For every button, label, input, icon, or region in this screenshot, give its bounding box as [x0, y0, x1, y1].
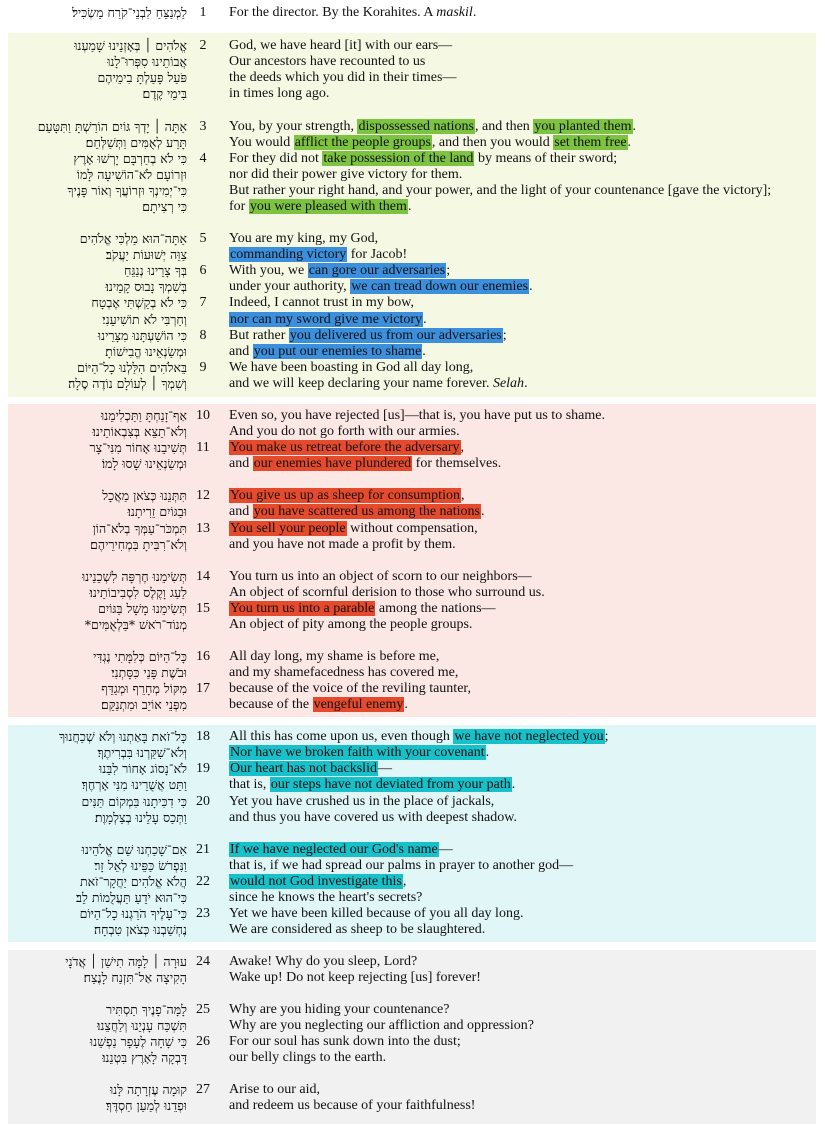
text-segment: And you do not go forth with our armies. [229, 424, 460, 439]
hebrew-text: בִּימֵי קֶדֶם׃ [142, 86, 187, 101]
verse-line [0, 70, 825, 86]
text-segment: . [404, 697, 408, 712]
highlighted-phrase: you planted them [534, 119, 632, 134]
highlighted-phrase: our steps have not deviated from your path [270, 777, 511, 792]
english-text [229, 38, 452, 54]
verse-number: 27 [196, 1082, 210, 1097]
hebrew-text: וּזְרוֹעָם לֹא־הוֹשִׁיעָה לָּמוֹ [76, 167, 187, 182]
text-segment: and [229, 344, 253, 359]
highlighted-phrase: nor can my sword give me victory [230, 312, 423, 327]
verse-line [0, 38, 825, 54]
verse-line [0, 279, 825, 295]
verse-line [0, 86, 825, 102]
verse-line [0, 167, 825, 183]
english-text [229, 151, 617, 167]
text-segment: , [460, 488, 465, 503]
hebrew-text: אֱלֹהִים ׀ בְּאָזְנֵינוּ שָׁמַעְנוּ [74, 38, 187, 53]
english-text [229, 279, 533, 295]
highlighted-phrase: dispossessed nations [358, 119, 474, 134]
text-segment: Even so, you have rejected [us]—that is, you have put us to shame. [229, 408, 605, 423]
text-segment: . [422, 344, 426, 359]
highlighted-phrase: we have not neglected you [454, 729, 604, 744]
text-segment: . [524, 376, 528, 391]
english-text [229, 199, 411, 215]
english-text [229, 617, 472, 633]
verse-line [0, 745, 825, 761]
english-text [229, 777, 515, 793]
verse-line [0, 376, 825, 392]
italic-term: maskil [436, 5, 473, 20]
verse-line [0, 617, 825, 633]
hebrew-text: וּבַגּוֹיִם זֵרִיתָנוּ׃ [127, 504, 187, 519]
hebrew-text: פֹּעַל פָּעַלְתָּ בִימֵיהֶם [97, 70, 187, 85]
verse-line [0, 537, 825, 553]
text-segment: You, by your strength, [229, 119, 358, 134]
text-segment: because of the [229, 697, 313, 712]
hebrew-text: וּמְשַׂנְאֵינוּ הֱבִישׁוֹתָ׃ [105, 344, 187, 359]
text-segment: and you have not made a profit by them. [229, 537, 456, 552]
hebrew-text: מְנוֹד־רֹאשׁ *בַּלְאֻמִּים* [84, 617, 187, 632]
verse-line [0, 601, 825, 617]
text-segment: All day long, my shame is before me, [229, 649, 440, 664]
hebrew-text: כִּי לֹא בְחַרְבָּם יָרְשׁוּ אָרֶץ [73, 151, 187, 166]
text-segment: . [511, 777, 516, 792]
hebrew-text: וַתְּכַס עָלֵינוּ בְצַלְמָוֶת׃ [94, 810, 187, 825]
english-text [229, 135, 631, 151]
highlighted-phrase: we can tread down our enemies [351, 279, 529, 294]
highlighted-phrase: You make us retreat before the adversary [230, 440, 460, 455]
hebrew-text: הָקִיצָה אַל־תִּזְנַח לָנֶצַח׃ [83, 970, 187, 985]
hebrew-text: כָּל־זֹאת בָּאַתְנוּ וְלֹא שְׁכַחֲנוּךָ [59, 729, 187, 744]
verse-number: 26 [196, 1034, 210, 1049]
verse-number: 12 [196, 488, 210, 503]
english-text [229, 1098, 475, 1114]
text-segment: For the director. By the Korahites. A [229, 5, 437, 20]
hebrew-text: וְשִׁמְךָ ׀ לְעוֹלָם נוֹדֶה סֶלָה׃ [68, 376, 187, 391]
highlighted-phrase: you put our enemies to shame [253, 344, 422, 359]
text-segment: Our ancestors have recounted to us [229, 54, 426, 69]
verse-line [0, 231, 825, 247]
english-text [229, 745, 489, 761]
text-segment: and my shamefacedness has covered me, [229, 665, 459, 680]
verse-line [0, 906, 825, 922]
english-text [229, 54, 425, 70]
italic-term: Selah [492, 376, 525, 391]
hebrew-text: כִּי־הוּא יֹדֵעַ תַּעֲלֻמוֹת לֵב׃ [76, 890, 187, 905]
hebrew-text: תִּשְׁכַּח עָנְיֵנוּ וְלַחֲצֵנוּ׃ [97, 1018, 187, 1033]
text-segment: You are my king, my God, [229, 231, 379, 246]
text-segment: , and then [474, 119, 534, 134]
verse-number: 3 [199, 119, 207, 134]
hebrew-text: כִּי־עָלֶיךָ הֹרַגְנוּ כָל־הַיּוֹם [79, 906, 187, 921]
text-segment: , [460, 440, 464, 455]
english-text [229, 1050, 386, 1066]
text-segment: Awake! Why do you sleep, Lord? [229, 954, 418, 969]
hebrew-text: עוּרָה ׀ לָמָּה תִישַׁן ׀ אֲדֹנָי [65, 954, 187, 969]
text-segment: . [481, 504, 485, 519]
hebrew-text: וְחַרְבִּי לֹא תוֹשִׁיעֵנִי׃ [102, 312, 187, 327]
verse-line [0, 119, 825, 135]
english-text [229, 376, 528, 392]
highlighted-phrase: set them free [554, 135, 627, 150]
hebrew-text: בְּשִׁמְךָ נָבוּס קָמֵינוּ׃ [105, 279, 187, 294]
english-text [229, 537, 456, 553]
verse-line [0, 54, 825, 70]
english-text [229, 842, 453, 858]
verse-line [0, 263, 825, 279]
verse-line [0, 858, 825, 874]
verse-line [0, 183, 825, 199]
verse-line [0, 135, 825, 151]
verse-number: 13 [196, 521, 210, 536]
text-segment: You turn us into an object of scorn to our neighbors— [229, 569, 532, 584]
hebrew-text: לֹא־נָסוֹג אָחוֹר לִבֵּנוּ [99, 761, 187, 776]
verse-number: 15 [196, 601, 210, 616]
english-text [229, 263, 450, 279]
highlighted-phrase: our enemies have plundered [253, 456, 412, 471]
verse-line [0, 312, 825, 328]
english-text [229, 183, 771, 199]
text-segment: We have been boasting in God all day long, [229, 360, 474, 375]
text-segment: An object of pity among the people groups. [229, 617, 473, 632]
text-segment: without compensation, [346, 521, 478, 536]
verse-line [0, 729, 825, 745]
hebrew-text: אַף־זָנַחְתָּ וַתַּכְלִימֵנוּ [100, 408, 187, 423]
verse-line [0, 970, 825, 986]
english-text [229, 810, 517, 826]
english-text [229, 344, 426, 360]
text-segment: by means of their sword; [474, 151, 618, 166]
verse-line [0, 488, 825, 504]
hebrew-text: הֲלֹא אֱלֹהִים יַחֲקָר־זֹאת [79, 874, 187, 889]
text-segment: ; [446, 263, 451, 278]
verse-line [0, 954, 825, 970]
highlighted-phrase: you were pleased with them [249, 199, 407, 214]
english-text [229, 890, 422, 906]
highlighted-phrase: Our heart has not backslid [230, 761, 377, 776]
text-segment: Yet you have crushed us in the place of jackals, [229, 794, 495, 809]
text-segment: among the nations— [375, 601, 496, 616]
text-segment: and redeem us because of your faithfulness! [229, 1098, 476, 1113]
verse-line [0, 424, 825, 440]
verse-line [0, 456, 825, 472]
verse-number: 8 [199, 328, 207, 343]
verse-number: 19 [196, 761, 210, 776]
text-segment: in times long ago. [229, 86, 330, 101]
hebrew-text: לַעַג וָקֶלֶס לִסְבִיבוֹתֵינוּ׃ [89, 585, 187, 600]
hebrew-text: כָּל־הַיּוֹם כְּלִמָּתִי נֶגְדִּי [93, 649, 187, 664]
verse-line [0, 842, 825, 858]
text-segment: . [627, 135, 632, 150]
text-segment: — [438, 842, 453, 857]
text-segment: — [377, 761, 392, 776]
verse-number: 21 [196, 842, 210, 857]
hebrew-text: צַוֵּה יְשׁוּעוֹת יַעֲקֹב׃ [105, 247, 187, 262]
english-text [229, 761, 392, 777]
verse-line [0, 247, 825, 263]
text-segment: We are considered as sheep to be slaughtered. [229, 922, 486, 937]
english-text [229, 456, 501, 472]
hebrew-text: אִם־שָׁכַחְנוּ שֵׁם אֱלֹהֵינוּ [81, 842, 187, 857]
verse-number: 16 [196, 649, 210, 664]
verse-line [0, 5, 825, 21]
highlighted-phrase: You turn us into a parable [230, 601, 375, 616]
verse-line [0, 761, 825, 777]
hebrew-text: וּבֹשֶׁת פָּנַי כִּסָּתְנִי׃ [111, 665, 187, 680]
hebrew-text: כִּי דִכִּיתָנוּ בִּמְקוֹם תַּנִּים [81, 794, 187, 809]
english-text [229, 440, 464, 456]
english-text [229, 1082, 320, 1098]
hebrew-text: כִּי־יְמִינְךָ וּזְרוֹעֲךָ וְאוֹר פָּנֶיךָ [67, 183, 187, 198]
verse-line [0, 649, 825, 665]
verse-number: 7 [199, 295, 207, 310]
verse-number: 20 [196, 794, 210, 809]
english-text [229, 328, 507, 344]
hebrew-text: וּפְדֵנוּ לְמַעַן חַסְדֶּךָ׃ [105, 1098, 187, 1113]
hebrew-text: מִקּוֹל מְחָרֵף וּמְגַדֵּף [101, 681, 187, 696]
english-text [229, 585, 545, 601]
verse-line [0, 295, 825, 311]
verse-number: 25 [196, 1002, 210, 1017]
english-text [229, 874, 406, 890]
hebrew-text: וּמְשַׂנְאֵינוּ שָׁסוּ לָמוֹ׃ [101, 456, 187, 471]
verse-line [0, 681, 825, 697]
text-segment: , and then you would [431, 135, 554, 150]
english-text [229, 424, 460, 440]
hebrew-text: תִּתְּנֵנוּ כְּצֹאן מַאֲכָל [102, 488, 187, 503]
text-segment: nor did their power give victory for them. [229, 167, 463, 182]
text-segment: . [423, 312, 427, 327]
english-text [229, 858, 573, 874]
verse-number: 18 [196, 729, 210, 744]
verse-number: 2 [199, 38, 207, 53]
hebrew-text: תְּשִׂימֵנוּ מָשָׁל בַּגּוֹיִם [98, 601, 187, 616]
english-text [229, 295, 414, 311]
verse-line [0, 1018, 825, 1034]
english-text [229, 247, 407, 263]
english-text [229, 86, 329, 102]
english-text [229, 231, 378, 247]
highlighted-phrase: Nor have we broken faith with your covenant [230, 745, 485, 760]
hebrew-text: כִּי רְצִיתָם׃ [142, 199, 187, 214]
hebrew-text: בְּךָ צָרֵינוּ נְנַגֵּחַ [124, 263, 187, 278]
highlighted-phrase: take possession of the land [323, 151, 474, 166]
english-text [229, 1002, 449, 1018]
verse-line [0, 151, 825, 167]
hebrew-text: כִּי הוֹשַׁעְתָּנוּ מִצָּרֵינוּ [97, 328, 187, 343]
verse-line [0, 569, 825, 585]
hebrew-text: וְלֹא־שִׁקַּרְנוּ בִּבְרִיתֶךָ׃ [97, 745, 187, 760]
verse-line [0, 665, 825, 681]
verse-line [0, 1050, 825, 1066]
text-segment: But rather your right hand, and your power, and the light of your countenance [gave the victory]; [229, 183, 772, 198]
text-segment: For our soul has sunk down into the dust; [229, 1034, 461, 1049]
hebrew-text: תְּשִׁיבֵנוּ אָחוֹר מִנִּי־צָר [89, 440, 187, 455]
text-segment: . [472, 5, 477, 20]
verse-number: 23 [196, 906, 210, 921]
verse-number: 4 [199, 151, 207, 166]
verse-number: 14 [196, 569, 210, 584]
text-segment: for themselves. [412, 456, 502, 471]
verse-number: 9 [199, 360, 207, 375]
text-segment: . [407, 199, 412, 214]
highlighted-phrase: you have scattered us among the nations [253, 504, 480, 519]
highlighted-phrase: You sell your people [230, 521, 346, 536]
english-text [229, 906, 523, 922]
verse-number: 11 [196, 440, 210, 455]
verse-line [0, 344, 825, 360]
english-text [229, 569, 532, 585]
verse-number: 5 [199, 231, 207, 246]
hebrew-text: אֲבוֹתֵינוּ סִפְּרוּ־לָנוּ [107, 54, 187, 69]
text-segment: Wake up! Do not keep rejecting [us] forever! [229, 970, 481, 985]
english-text [229, 970, 481, 986]
verse-line [0, 408, 825, 424]
verse-number: 22 [196, 874, 210, 889]
text-segment: and [229, 456, 253, 471]
verse-line [0, 1002, 825, 1018]
highlighted-phrase: can gore our adversaries [308, 263, 446, 278]
english-text [229, 697, 408, 713]
verse-line [0, 697, 825, 713]
highlighted-phrase: If we have neglected our God's name [230, 842, 438, 857]
hebrew-text: לַמְנַצֵּחַ לִבְנֵי־קֹרַח מַשְׂכִּיל׃ [72, 5, 187, 20]
verse-line [0, 810, 825, 826]
english-text [229, 1018, 534, 1034]
verse-line [0, 199, 825, 215]
hebrew-text: אַתָּה־הוּא מַלְכִּי אֱלֹהִים [79, 231, 187, 246]
highlighted-phrase: You give us up as sheep for consumption [230, 488, 460, 503]
hebrew-text: לָמָּה־פָנֶיךָ תַסְתִּיר [105, 1002, 187, 1017]
text-segment: , [402, 874, 407, 889]
verse-line [0, 890, 825, 906]
verse-line [0, 328, 825, 344]
english-text [229, 5, 476, 21]
hebrew-text: כִּי לֹא בְקַשְׁתִּי אֶבְטָח [91, 295, 187, 310]
verse-line [0, 1098, 825, 1114]
verse-line [0, 504, 825, 520]
text-segment: . [632, 119, 637, 134]
text-segment: For they did not [229, 151, 323, 166]
text-segment: You would [229, 135, 294, 150]
text-segment: Why are you hiding your countenance? [229, 1002, 450, 1017]
text-segment: ; [502, 328, 507, 343]
english-text [229, 729, 609, 745]
highlighted-phrase: would not God investigate this [230, 874, 402, 889]
text-segment: our belly clings to the earth. [229, 1050, 387, 1065]
verse-line [0, 922, 825, 938]
text-segment: for Jacob! [347, 247, 408, 262]
text-segment: for [229, 199, 249, 214]
hebrew-text: וַתֵּט אֲשֻׁרֵינוּ מִנִּי אָרְחֶךָ׃ [81, 777, 187, 792]
english-text [229, 504, 485, 520]
english-text [229, 167, 462, 183]
english-text [229, 922, 485, 938]
english-text [229, 681, 471, 697]
verse-line [0, 794, 825, 810]
text-segment: and we will keep declaring your name forever. [229, 376, 493, 391]
verse-line [0, 874, 825, 890]
hebrew-text: תָּרַע לְאֻמִּים וַתְּשַׁלְּחֵם׃ [85, 135, 187, 150]
hebrew-text: כִּי שָׁחָה לֶעָפָר נַפְשֵׁנוּ [89, 1034, 187, 1049]
text-segment: and thus you have covered us with deepest shadow. [229, 810, 517, 825]
hebrew-text: נֶחְשַׁבְנוּ כְּצֹאן טִבְחָה׃ [93, 922, 187, 937]
highlighted-phrase: vengeful enemy [313, 697, 404, 712]
english-text [229, 521, 478, 537]
verse-line [0, 521, 825, 537]
text-segment: since he knows the heart's secrets? [229, 890, 423, 905]
verse-number: 1 [199, 5, 207, 20]
highlighted-phrase: you delivered us from our adversaries [289, 328, 502, 343]
text-segment: . [485, 745, 490, 760]
text-segment: . [529, 279, 533, 294]
text-segment: that is, [229, 777, 270, 792]
verse-line [0, 360, 825, 376]
text-segment: ; [604, 729, 609, 744]
hebrew-text: תְּשִׂימֵנוּ חֶרְפָּה לִשְׁכֵנֵינוּ [81, 569, 187, 584]
text-segment: that is, if we had spread our palms in prayer to another god— [229, 858, 574, 873]
text-segment: With you, we [229, 263, 308, 278]
english-text [229, 360, 473, 376]
hebrew-text: תִּמְכֹּר־עַמְּךָ בְלֹא־הוֹן [92, 521, 187, 536]
text-segment: under your authority, [229, 279, 351, 294]
english-text [229, 408, 605, 424]
verse-line [0, 440, 825, 456]
verse-line [0, 1082, 825, 1098]
english-text [229, 70, 456, 86]
text-segment: Arise to our aid, [229, 1082, 320, 1097]
hebrew-text: קוּמָה עֶזְרָתָה לָּנוּ [109, 1082, 187, 1097]
english-text [229, 1034, 461, 1050]
highlighted-phrase: commanding victory [230, 247, 347, 262]
hebrew-text: מִפְּנֵי אוֹיֵב וּמִתְנַקֵּם׃ [100, 697, 187, 712]
text-segment: An object of scornful derision to those who surround us. [229, 585, 545, 600]
verse-line [0, 585, 825, 601]
english-text [229, 312, 427, 328]
verse-line [0, 777, 825, 793]
hebrew-text: דָּבְקָה לָאָרֶץ בִּטְנֵנוּ׃ [102, 1050, 187, 1065]
english-text [229, 601, 496, 617]
text-segment: and [229, 504, 253, 519]
hebrew-text: וַנִּפְרֹשׂ כַּפֵּינוּ לְאֵל זָר׃ [94, 858, 187, 873]
verse-number: 10 [196, 408, 210, 423]
verse-number: 6 [199, 263, 207, 278]
highlighted-phrase: afflict the people groups [294, 135, 431, 150]
text-segment: All this has come upon us, even though [229, 729, 454, 744]
text-segment: But rather [229, 328, 289, 343]
text-segment: Indeed, I cannot trust in my bow, [229, 295, 414, 310]
english-text [229, 665, 458, 681]
english-text [229, 488, 464, 504]
hebrew-text: בֵּאלֹהִים הִלַּלְנוּ כָל־הַיּוֹם [77, 360, 187, 375]
english-text [229, 119, 636, 135]
english-text [229, 649, 439, 665]
text-segment: Why are you neglecting our affliction and oppression? [229, 1018, 534, 1033]
hebrew-text: וְלֹא־רִבִּיתָ בִּמְחִירֵיהֶם׃ [90, 537, 187, 552]
text-segment: because of the voice of the reviling taunter, [229, 681, 472, 696]
english-text [229, 954, 417, 970]
hebrew-text: וְלֹא־תֵצֵא בְּצִבְאוֹתֵינוּ׃ [92, 424, 187, 439]
text-segment: God, we have heard [it] with our ears— [229, 38, 453, 53]
verse-number: 17 [196, 681, 210, 696]
verse-line [0, 1034, 825, 1050]
verse-number: 24 [196, 954, 210, 969]
text-segment: the deeds which you did in their times— [229, 70, 457, 85]
hebrew-text: אַתָּה ׀ יָדְךָ גּוֹיִם הוֹרַשְׁתָּ וַתִּטָּעֵם [37, 119, 187, 134]
english-text [229, 794, 494, 810]
text-segment: Yet we have been killed because of you all day long. [229, 906, 524, 921]
